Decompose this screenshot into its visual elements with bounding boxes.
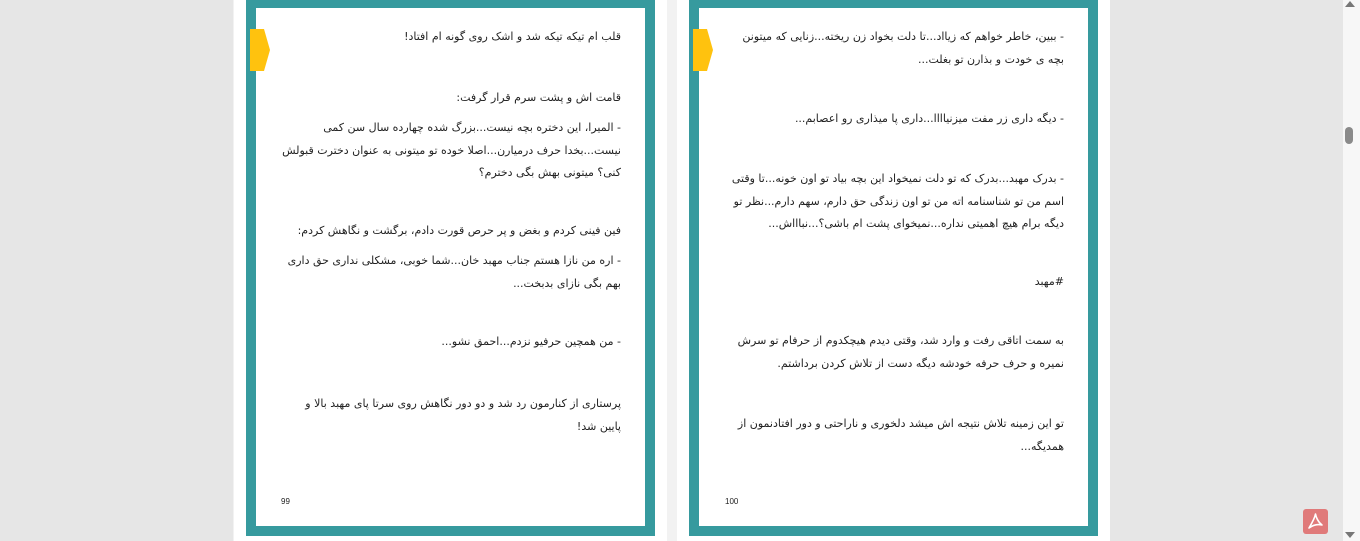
paragraph: تو این زمینه تلاش نتیجه اش میشد دلخوری و ناراحتی و دور افتادنمون از همدیگه... (737, 417, 1064, 453)
vertical-scrollbar[interactable] (1343, 0, 1360, 541)
chevron-down-icon[interactable] (1345, 532, 1355, 538)
chevron-up-icon[interactable] (1345, 1, 1355, 7)
paragraph: به سمت اتاقی رفت و وارد شد، وقتی دیدم هیچکدوم از حرفام تو سرش نمیره و حرف حرفه خودشه دیگه دست از تلاش کردن برداشتم. (737, 334, 1064, 370)
paragraph: قلب ام تیکه تیکه شد و اشک روی گونه ام افتاد! (404, 30, 621, 43)
page-content-area (699, 8, 1088, 526)
pdf-page-100 (677, 0, 1110, 541)
adobe-pdf-icon (1303, 509, 1328, 534)
bookmark-tab-icon (250, 29, 270, 71)
bookmark-tab-icon (693, 29, 713, 71)
pdf-page-99 (234, 0, 667, 541)
page-border (246, 0, 655, 536)
paragraph: - المیرا، این دختره بچه نیست...بزرگ شده چهارده سال سن کمی نیست...بخدا حرف درمیارن...اصلا خوده تو میتونی به عنوان دخترت قبولش کنی؟ میتونی بهش بگی دخترم؟ (282, 121, 621, 179)
paragraph: - دیگه داری زر مفت میزنیاااا...داری پا میذاری رو اعصابم... (794, 112, 1064, 125)
paragraph: قامت اش و پشت سرم قرار گرفت: (456, 91, 621, 104)
paragraph: - من همچین حرفیو نزدم...احمق نشو... (441, 335, 621, 348)
page-content-area (256, 8, 645, 526)
paragraph: #مهبد (1034, 275, 1064, 288)
paragraph: پرستاری از کنارمون رد شد و دو دور نگاهش روی سرتا پای مهبد بالا و پایین شد! (305, 397, 621, 433)
page-number: 99 (281, 497, 290, 506)
page-border (689, 0, 1098, 536)
scrollbar-thumb[interactable] (1345, 127, 1353, 144)
pdf-download-button[interactable] (1303, 509, 1328, 534)
page-number: 100 (725, 497, 739, 506)
paragraph: - اره من نازا هستم جناب مهبد خان...شما خوبی، مشکلی نداری حق داری بهم بگی نازای بدبخت... (287, 254, 621, 290)
paragraph: - بدرک مهبد...بدرک که تو دلت نمیخواد این بچه بیاد تو اون خونه...تا وقتی اسم من تو شناسنامه اته من تو اون زندگی حق دارم، سهم دارم...نظر تو دیگه برام هیچ اهمیتی نداره...نمیخوای پشت ام باشی؟...نباااش... (731, 172, 1064, 230)
paragraph: فین فینی کردم و بغض و پر حرص قورت دادم، برگشت و نگاهش کردم: (297, 224, 621, 237)
paragraph: - ببین، خاطر خواهم که زیااد...تا دلت بخواد زن ریخته...زنایی که میتونن بچه ی خودت و بذارن تو بغلت... (742, 30, 1064, 66)
